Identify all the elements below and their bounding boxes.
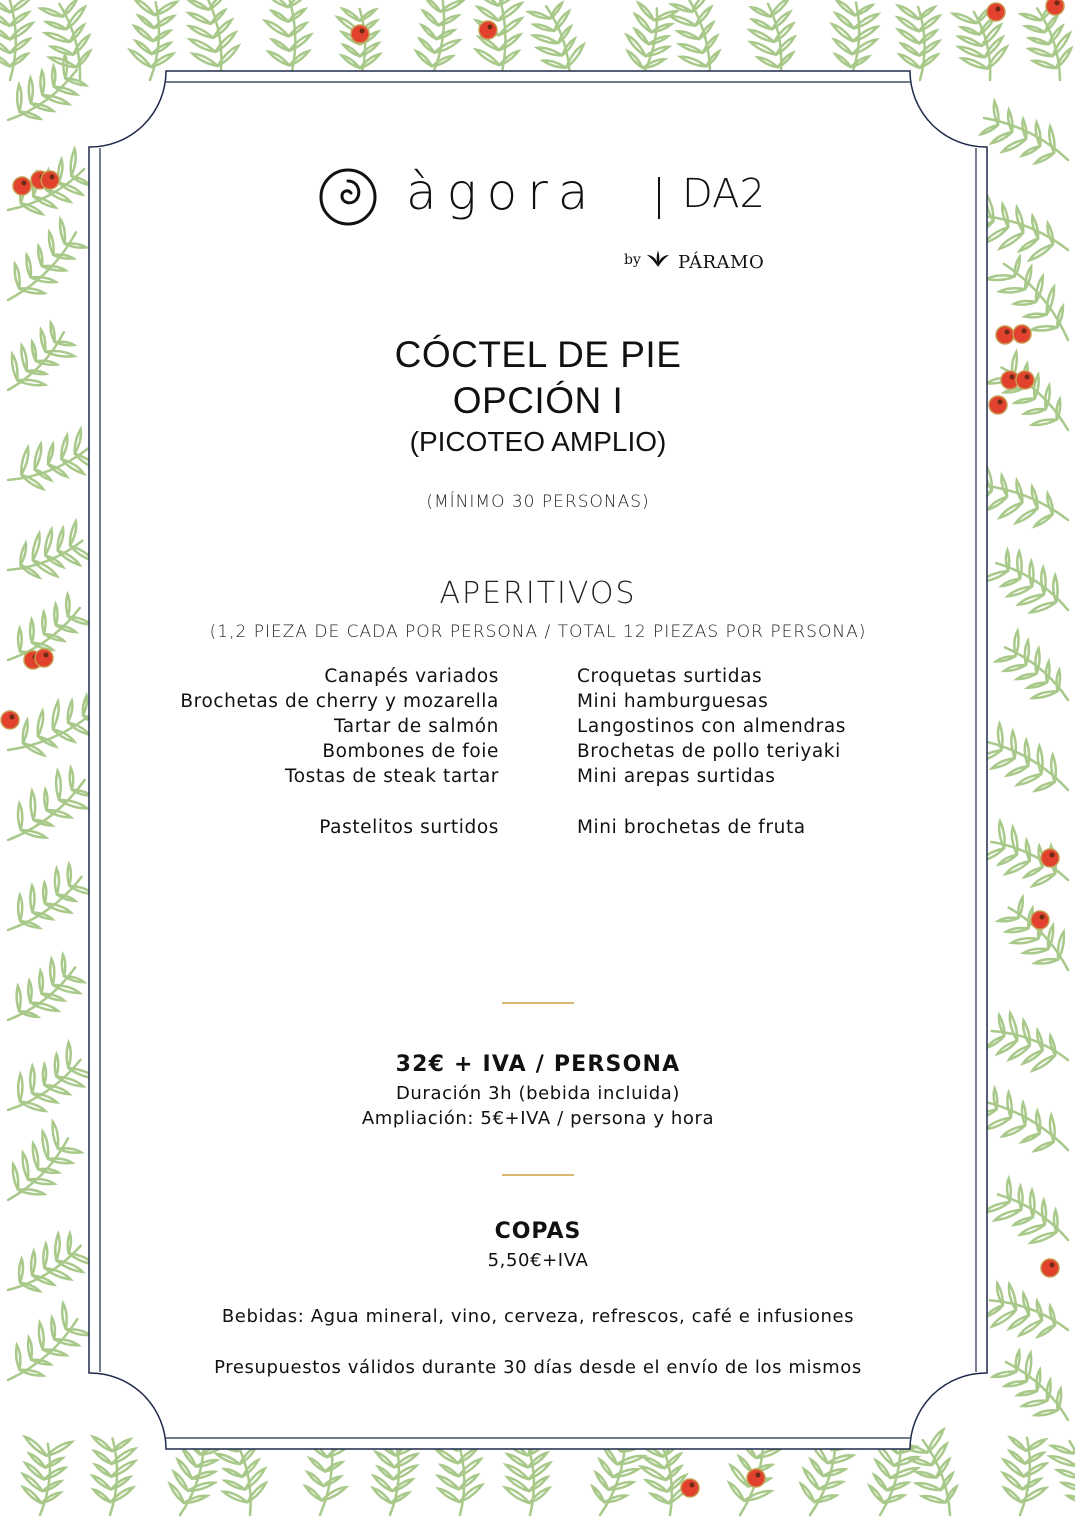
minimum-guests: (MÍNIMO 30 PERSONAS) <box>426 492 650 512</box>
paramo-leaf-icon <box>646 249 670 269</box>
menu-item: Mini arepas surtidas <box>577 766 776 787</box>
gold-divider <box>502 1174 574 1176</box>
copas-price: 5,50€+IVA <box>487 1250 589 1271</box>
menu-item: Tartar de salmón <box>333 716 499 737</box>
paramo-brand: PÁRAMO <box>678 252 765 273</box>
items-right-column <box>577 664 846 840</box>
items-left-column <box>180 664 499 840</box>
by-label: by <box>624 252 641 268</box>
price-per-person: 32€ + IVA / PERSONA <box>395 1052 681 1077</box>
menu-title <box>100 332 976 424</box>
dessert-item: Pastelitos surtidos <box>319 817 499 838</box>
menu-item: Brochetas de pollo teriyaki <box>577 741 841 762</box>
menu-card <box>100 82 976 1438</box>
gold-divider <box>502 1002 574 1004</box>
dessert-item: Mini brochetas de fruta <box>577 817 806 838</box>
menu-item: Brochetas de cherry y mozarella <box>180 691 499 712</box>
duration-text: Duración 3h (bebida incluida) <box>395 1083 681 1104</box>
extension-text: Ampliación: 5€+IVA / persona y hora <box>361 1108 715 1129</box>
validity-note: Presupuestos válidos durante 30 días desde el envío de los mismos <box>214 1357 862 1378</box>
aperitivos-heading: APERITIVOS <box>439 576 637 611</box>
logo-divider <box>658 177 660 219</box>
title-line-1: CÓCTEL DE PIE <box>394 334 682 375</box>
agora-logo <box>318 163 768 227</box>
title-subtitle: (PICOTEO AMPLIO) <box>409 426 667 457</box>
menu-item: Tostas de steak tartar <box>284 766 499 787</box>
aperitivos-subheading: (1,2 PIEZA DE CADA POR PERSONA / TOTAL 12 PIEZAS POR PERSONA) <box>209 622 867 642</box>
logo-suffix: DA2 <box>682 171 765 217</box>
menu-item: Langostinos con almendras <box>577 716 847 737</box>
agora-swirl-icon <box>318 167 378 227</box>
menu-item: Bombones de foie <box>322 741 499 762</box>
menu-item: Canapés variados <box>324 666 499 687</box>
drinks-note: Bebidas: Agua mineral, vino, cerveza, refrescos, café e infusiones <box>221 1306 855 1327</box>
menu-item: Mini hamburguesas <box>577 691 769 712</box>
menu-item: Croquetas surtidas <box>577 666 763 687</box>
copas-heading: COPAS <box>494 1219 582 1244</box>
logo-wordmark: àgora <box>406 163 599 221</box>
title-line-2: OPCIÓN I <box>452 380 624 421</box>
